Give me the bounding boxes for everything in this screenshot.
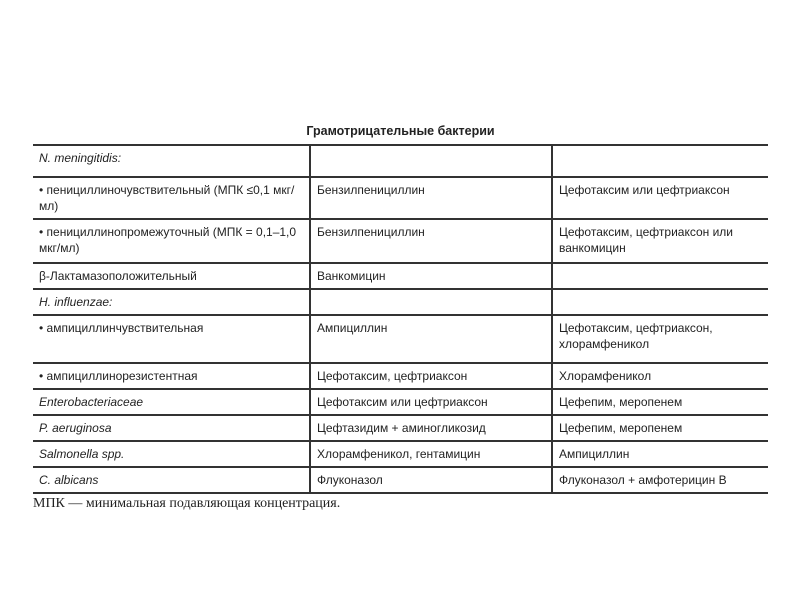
first-line-cell (310, 145, 552, 177)
alternative-cell: Хлорамфеникол (552, 363, 768, 389)
table-row (33, 177, 768, 219)
pathogen-cell: Salmonella spp. (33, 441, 310, 467)
alternative-cell (552, 145, 768, 177)
alternative-cell: Цефепим, меропенем (552, 415, 768, 441)
pathogen-cell: • ампициллинорезистентная (33, 363, 310, 389)
pathogen-cell: • ампициллинчувствительная (33, 315, 310, 363)
alternative-cell: Цефотаксим, цефтриаксон или ванкомицин (552, 219, 768, 263)
table-row (33, 315, 768, 363)
alternative-cell (552, 263, 768, 289)
pathogen-cell: H. influenzae: (33, 289, 310, 315)
first-line-cell: Хлорамфеникол, гентамицин (310, 441, 552, 467)
first-line-cell: Ампициллин (310, 315, 552, 363)
pathogen-cell: β-Лактамазоположительный (33, 263, 310, 289)
table-row (33, 441, 768, 467)
first-line-cell: Бензилпенициллин (310, 219, 552, 263)
pathogen-cell: P. aeruginosa (33, 415, 310, 441)
first-line-cell: Цефотаксим или цефтриаксон (310, 389, 552, 415)
table-row (33, 263, 768, 289)
alternative-cell: Цефотаксим, цефтриаксон, хлорамфеникол (552, 315, 768, 363)
table-row (33, 145, 768, 177)
table-caption: Грамотрицательные бактерии (306, 124, 495, 138)
pathogen-cell: • пенициллиночувствительный (МПК ≤0,1 мкг/мл) (33, 177, 310, 219)
table-row (33, 219, 768, 263)
alternative-cell: Флуконазол + амфотерицин B (552, 467, 768, 493)
footnote: МПК — минимальная подавляющая концентрация. (33, 496, 341, 511)
table-row (33, 363, 768, 389)
pathogen-cell: Enterobacteriaceae (33, 389, 310, 415)
first-line-cell: Цефтазидим + аминогликозид (310, 415, 552, 441)
pathogen-cell: C. albicans (33, 467, 310, 493)
first-line-cell (310, 289, 552, 315)
alternative-cell: Цефепим, меропенем (552, 389, 768, 415)
first-line-cell: Ванкомицин (310, 263, 552, 289)
table-row (33, 389, 768, 415)
table-row (33, 289, 768, 315)
first-line-cell: Цефотаксим, цефтриаксон (310, 363, 552, 389)
pathogen-cell: • пенициллинопромежуточный (МПК = 0,1–1,0 мкг/мл) (33, 219, 310, 263)
table-row (33, 415, 768, 441)
alternative-cell: Цефотаксим или цефтриаксон (552, 177, 768, 219)
alternative-cell (552, 289, 768, 315)
first-line-cell: Бензилпенициллин (310, 177, 552, 219)
alternative-cell: Ампициллин (552, 441, 768, 467)
pathogen-cell: N. meningitidis: (33, 145, 310, 177)
first-line-cell: Флуконазол (310, 467, 552, 493)
table-row (33, 467, 768, 493)
antibiotics-table (33, 144, 768, 494)
